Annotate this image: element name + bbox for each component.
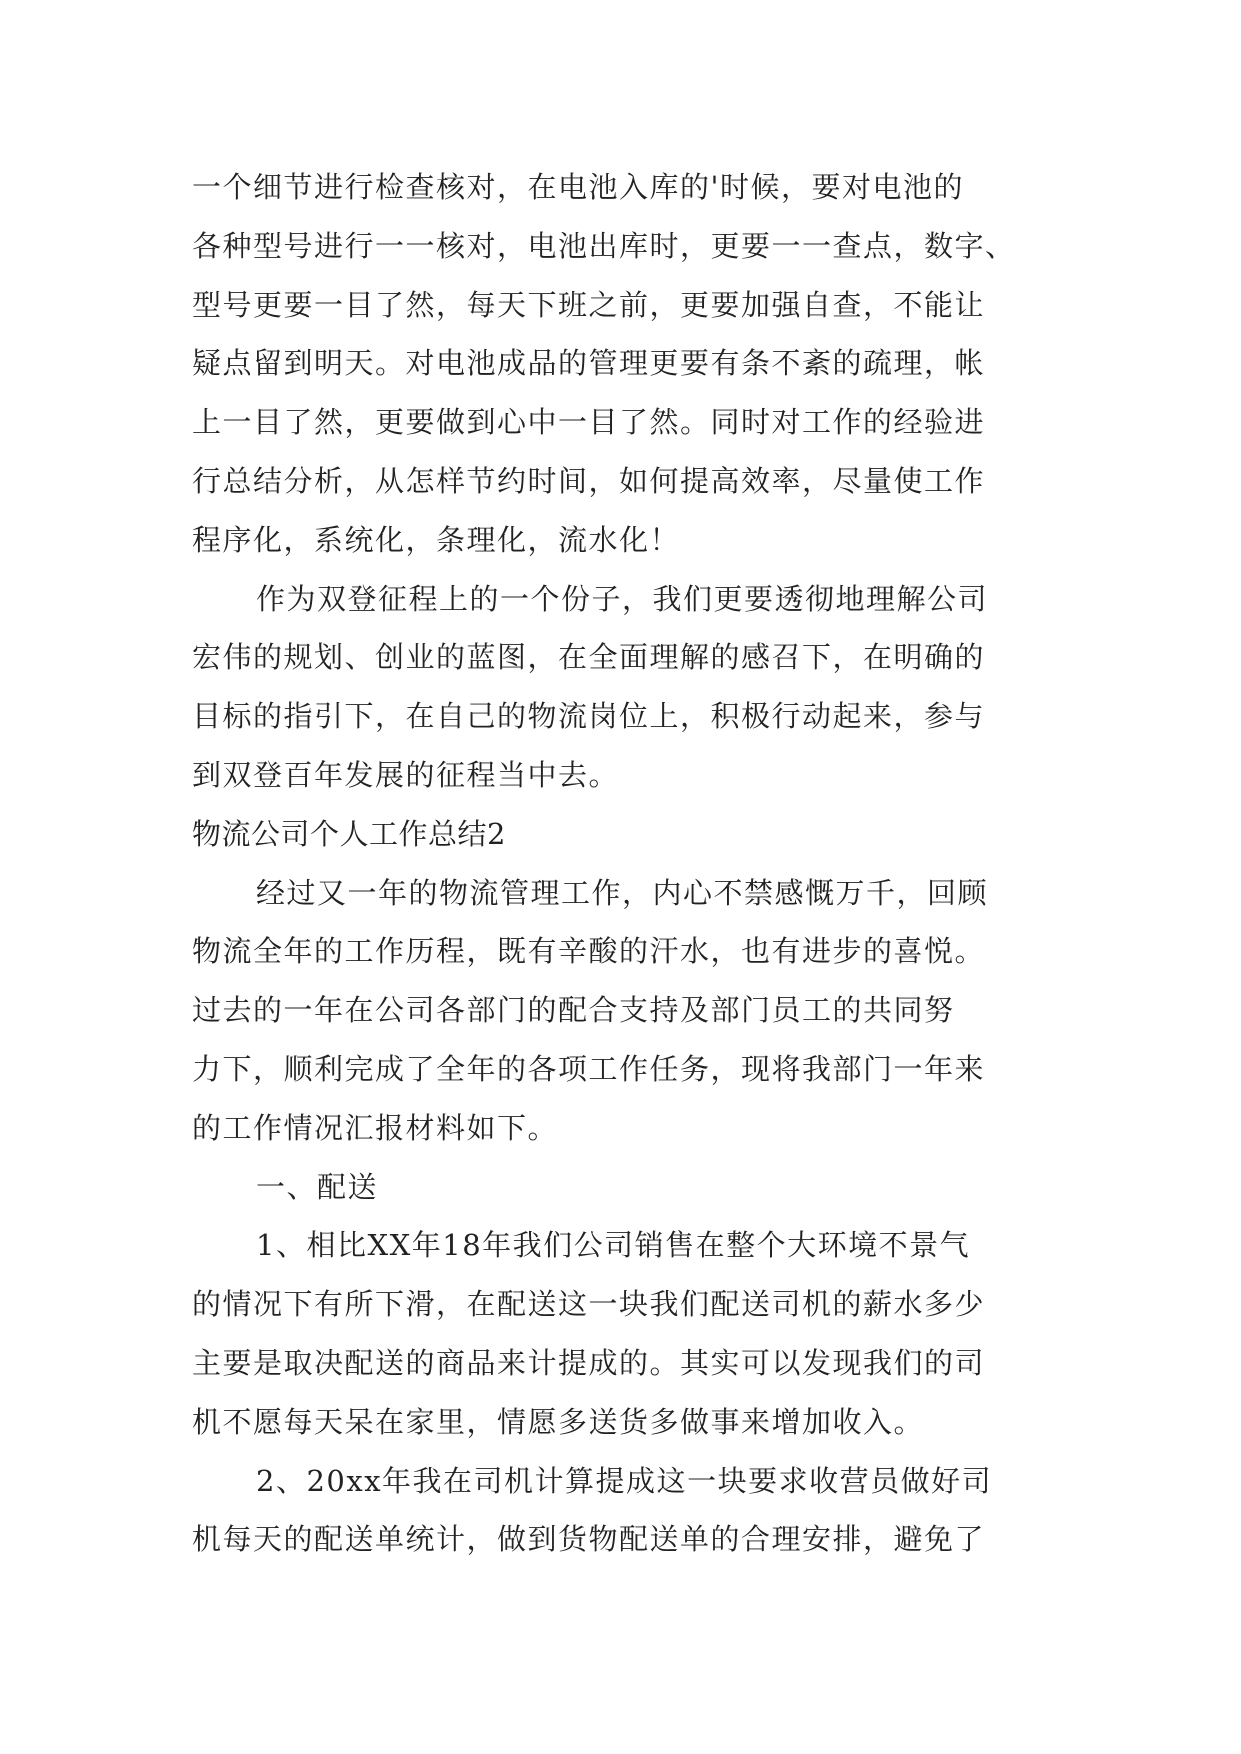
text-line: 疑点留到明天。对电池成品的管理更要有条不紊的疏理，帐 — [192, 346, 986, 381]
text-line: 机不愿每天呆在家里，情愿多送货多做事来增加收入。 — [192, 1404, 925, 1439]
document-body — [192, 158, 1062, 1569]
section-heading: 物流公司个人工作总结2 — [192, 816, 506, 851]
subsection-heading: 一、配送 — [256, 1169, 379, 1204]
text-line: 的工作情况汇报材料如下。 — [192, 1110, 559, 1145]
text-line: 宏伟的规划、创业的蓝图，在全面理解的感召下，在明确的 — [192, 640, 986, 675]
text-line: 上一目了然，更要做到心中一目了然。同时对工作的经验进 — [192, 405, 986, 440]
text-line: 行总结分析，从怎样节约时间，如何提高效率，尽量使工作 — [192, 463, 986, 498]
text-line: 主要是取决配送的商品来计提成的。其实可以发现我们的司 — [192, 1345, 986, 1380]
text-line: 一个细节进行检查核对，在电池入库的'时候，要对电池的 — [192, 170, 964, 204]
paragraph-start-line: 2、20xx年我在司机计算提成这一块要求收营员做好司 — [256, 1463, 993, 1498]
text-line: 过去的一年在公司各部门的配合支持及部门员工的共同努 — [192, 993, 955, 1028]
paragraph-start-line: 作为双登征程上的一个份子，我们更要透彻地理解公司 — [256, 581, 989, 616]
paragraph-start-line: 1、相比XX年18年我们公司销售在整个大环境不景气 — [256, 1228, 971, 1263]
text-line: 物流全年的工作历程，既有辛酸的汗水，也有进步的喜悦。 — [192, 934, 986, 969]
paragraph-start-line: 经过又一年的物流管理工作，内心不禁感慨万千，回顾 — [256, 875, 989, 910]
text-line: 到双登百年发展的征程当中去。 — [192, 757, 620, 792]
text-line: 程序化，系统化，条理化，流水化！ — [192, 522, 681, 557]
text-line: 各种型号进行一一核对，电池出库时，更要一一查点，数字、 — [192, 228, 1016, 263]
text-line: 型号更要一目了然，每天下班之前，更要加强自查，不能让 — [192, 287, 986, 322]
text-line: 的情况下有所下滑，在配送这一块我们配送司机的薪水多少 — [192, 1287, 986, 1322]
text-line: 机每天的配送单统计，做到货物配送单的合理安排，避免了 — [192, 1522, 986, 1557]
text-line: 目标的指引下，在自己的物流岗位上，积极行动起来，参与 — [192, 699, 986, 734]
text-line: 力下，顺利完成了全年的各项工作任务，现将我部门一年来 — [192, 1051, 986, 1086]
